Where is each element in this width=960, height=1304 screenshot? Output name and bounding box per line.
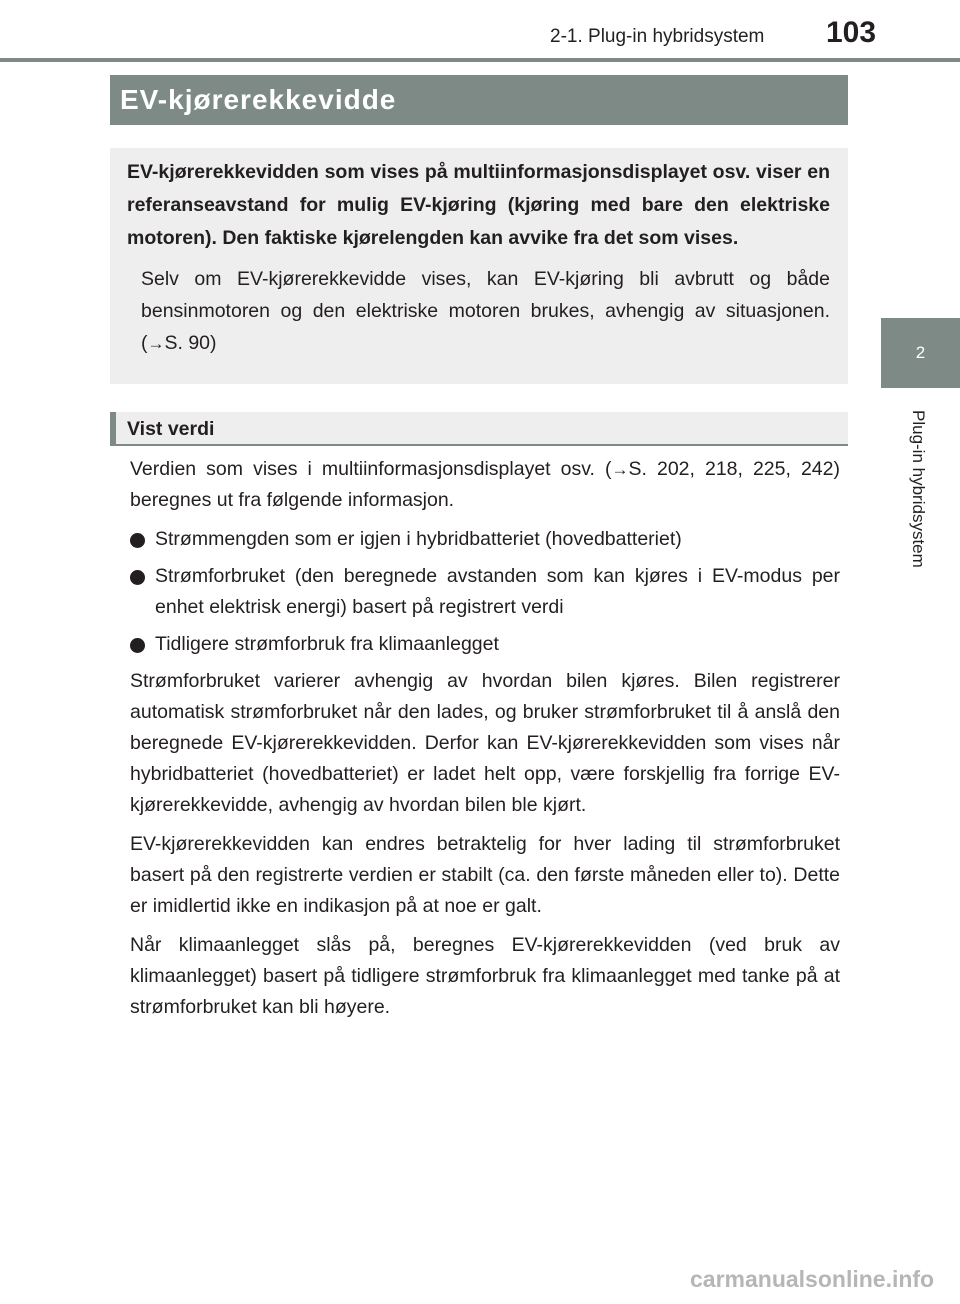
header-rule — [0, 58, 960, 62]
chapter-label: Plug-in hybridsystem — [909, 410, 928, 568]
intro-note-text: Selv om EV-kjørerekkevidde vises, kan EV-kjøring bli avbrutt og både bensinmotoren og den elektriske motoren brukes, avhengig av situasjonen. ( — [141, 268, 830, 354]
bullet-icon — [130, 638, 145, 653]
bullet-icon — [130, 533, 145, 548]
bullet-icon — [130, 570, 145, 585]
arrow-icon: → — [147, 334, 165, 353]
list-item — [130, 561, 840, 623]
intro-note — [141, 263, 830, 360]
list-item-text: Tidligere strømforbruk fra klimaanlegget — [155, 633, 499, 655]
intro-summary: EV-kjørerekkevidden som vises på multiinformasjonsdisplayet osv. viser en referanseavstand for mulig EV-kjøring (kjøring med bare den elektriske motoren). Den faktiske kjørelengden kan avvike fra det som vises. — [127, 161, 830, 249]
list-item-text: Strømmengden som er igjen i hybridbatteriet (hovedbatteriet) — [155, 528, 682, 550]
chapter-tab — [881, 318, 960, 388]
paragraph-4: Når klimaanlegget slås på, beregnes EV-kjørerekkevidden (ved bruk av klimaanlegget) basert på tidligere strømforbruk fra klimaanlegget med tanke på at strømforbruket kan bli høyere. — [130, 934, 840, 1018]
watermark: carmanualsonline.info — [690, 1266, 935, 1292]
page-title: EV-kjørerekkevidde — [110, 75, 848, 125]
intro-note-reference: S. 90) — [164, 332, 217, 354]
paragraph-1-reference: S. 202, 218, 225, 242) beregnes ut fra følgende informasjon. — [130, 458, 840, 511]
chapter-number: 2 — [915, 343, 926, 362]
paragraph-3: EV-kjørerekkevidden kan endres betraktelig for hver lading til strømforbruket basert på den registrerte verdien er stabilt (ca. den første måneden eller to). Dette er imidlertid ikke en indikasjon på at noe er galt. — [130, 833, 840, 917]
paragraph-1-text: Verdien som vises i multiinformasjonsdisplayet osv. ( — [130, 458, 612, 480]
section-heading: Vist verdi — [110, 412, 848, 446]
header-section-title: 2-1. Plug-in hybridsystem — [550, 26, 765, 47]
intro-box — [110, 148, 848, 384]
paragraph-1 — [130, 454, 840, 516]
info-list — [130, 524, 840, 660]
list-item — [130, 629, 840, 660]
page-number: 103 — [826, 16, 877, 49]
section-content — [130, 454, 840, 1031]
list-item — [130, 524, 840, 555]
paragraph-2: Strømforbruket varierer avhengig av hvordan bilen kjøres. Bilen registrerer automatisk strømforbruket når den lades, og bruker strømforbruket til å anslå den beregnede EV-kjørerekkevidden. Derfor kan EV-kjørerekkevidden som vises når hybridbatteriet (hovedbatteriet) er ladet helt opp, være forskjellig fra forrige EV-kjørerekkevidde, avhengig av hvordan bilen ble kjørt. — [130, 670, 840, 816]
arrow-icon: → — [611, 460, 629, 479]
list-item-text: Strømforbruket (den beregnede avstanden som kan kjøres i EV-modus per enhet elektrisk energi) basert på registrert verdi — [155, 565, 840, 618]
